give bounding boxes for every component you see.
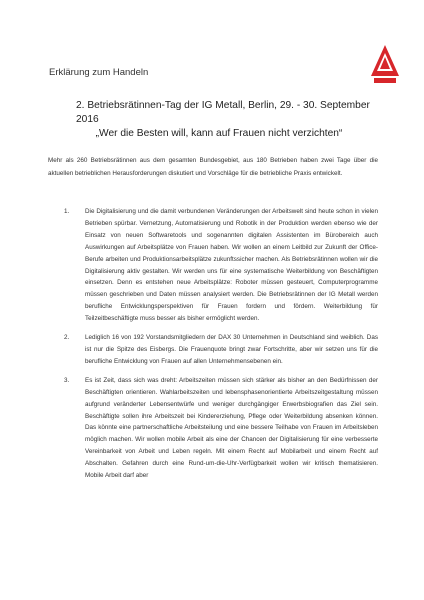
list-item xyxy=(64,332,378,368)
event-subtitle xyxy=(76,99,376,141)
intro-paragraph: Mehr als 260 Betriebsrätinnen aus dem gesamten Bundesgebiet, aus 180 Betrieben haben zwei Tage über die aktuellen betrieblichen Herausforderungen diskutiert und Vorschläge für die betriebliche Praxis entwickelt. xyxy=(48,157,378,177)
ig-metall-logo-icon xyxy=(370,44,400,86)
list-item-text: Die Digitalisierung und die damit verbundenen Veränderungen der Arbeitswelt sind heute schon in vielen Betrieben spürbar. Vernetzung, Automatisierung und Robotik in der Produktion werden ebenso wie der Einsatz von neuen Softwaretools und sogenannten digitalen Assistenten im Bürobereich auch Auswirkungen auf Arbeitsplätze von Frauen haben. Wir wollen an einem Leitbild zur Zukunft der Office-Berufe arbeiten und Produktionsarbeitsplätze zukunftssicher machen. Als Betriebsrätinnen wollen wir die Digitalisierung aktiv gestalten. Wir werden uns für eine systematische Weiterbildung von Beschäftigten einsetzen. Denn es entstehen neue Arbeitsplätze: Roboter müssen gesteuert, Computerprogramme müssen geschrieben und Daten müssen analysiert werden. Die Betriebsrätinnen der IG Metall werden berufliche Entwicklungsperspektiven für Frauen fordern und fördern. Weiterbildung für Teilzeitbeschäftigte muss besser als bisher ermöglicht werden. xyxy=(85,208,378,323)
list-item-number: 2. xyxy=(64,334,70,342)
event-title-line: 2. Betriebsrätinnen-Tag der IG Metall, Berlin, 29. - 30. September 2016 xyxy=(76,100,370,125)
list-item-number: 1. xyxy=(64,208,70,215)
event-motto-line: „Wer die Besten will, kann auf Frauen nicht verzichten“ xyxy=(95,128,343,139)
page-heading: Erklärung zum Handeln xyxy=(49,67,149,78)
list-item xyxy=(64,206,378,325)
list-item-text: Lediglich 16 von 192 Vorstandsmitgliedern der DAX 30 Unternehmen in Deutschland sind weiblich. Das ist nur die Spitze des Eisbergs. Die Frauenquote bringt zwar Fortschritte, aber wir setzen uns für die berufliche Entwicklung von Frauen auf allen Unternehmensebenen ein. xyxy=(85,334,378,365)
demands-list xyxy=(64,206,378,489)
list-item-text: Es ist Zeit, dass sich was dreht: Arbeitszeiten müssen sich stärker als bisher an den Bedürfnissen der Beschäftigten orientieren. Wahlarbeitszeiten und lebensphasenorientierte Arbeitszeitgestaltung müssen aufgrund veränderter Lebensentwürfe und weniger durchgängiger Erwerbsbiografien das Ziel sein. Beschäftigte sollen ihre Arbeitszeit bei Kindererziehung, Pflege oder Weiterbildung absenken können. Das könnte eine partnerschaftliche Arbeitsteilung und eine bessere Teilhabe von Frauen im Arbeitsleben möglich machen. Wir wollen mobile Arbeit als eine der Chancen der Digitalisierung für eine verbesserte Vereinbarkeit von Arbeit und Leben regeln. Mit einem Recht auf Mobilarbeit und einem Recht auf Abschalten. Gefahren durch eine Rund-um-die-Uhr-Verfügbarkeit wollen wir kritisch thematisieren. Mobile Arbeit darf aber xyxy=(85,376,378,480)
list-item-number: 3. xyxy=(64,376,70,384)
list-item xyxy=(64,375,378,482)
